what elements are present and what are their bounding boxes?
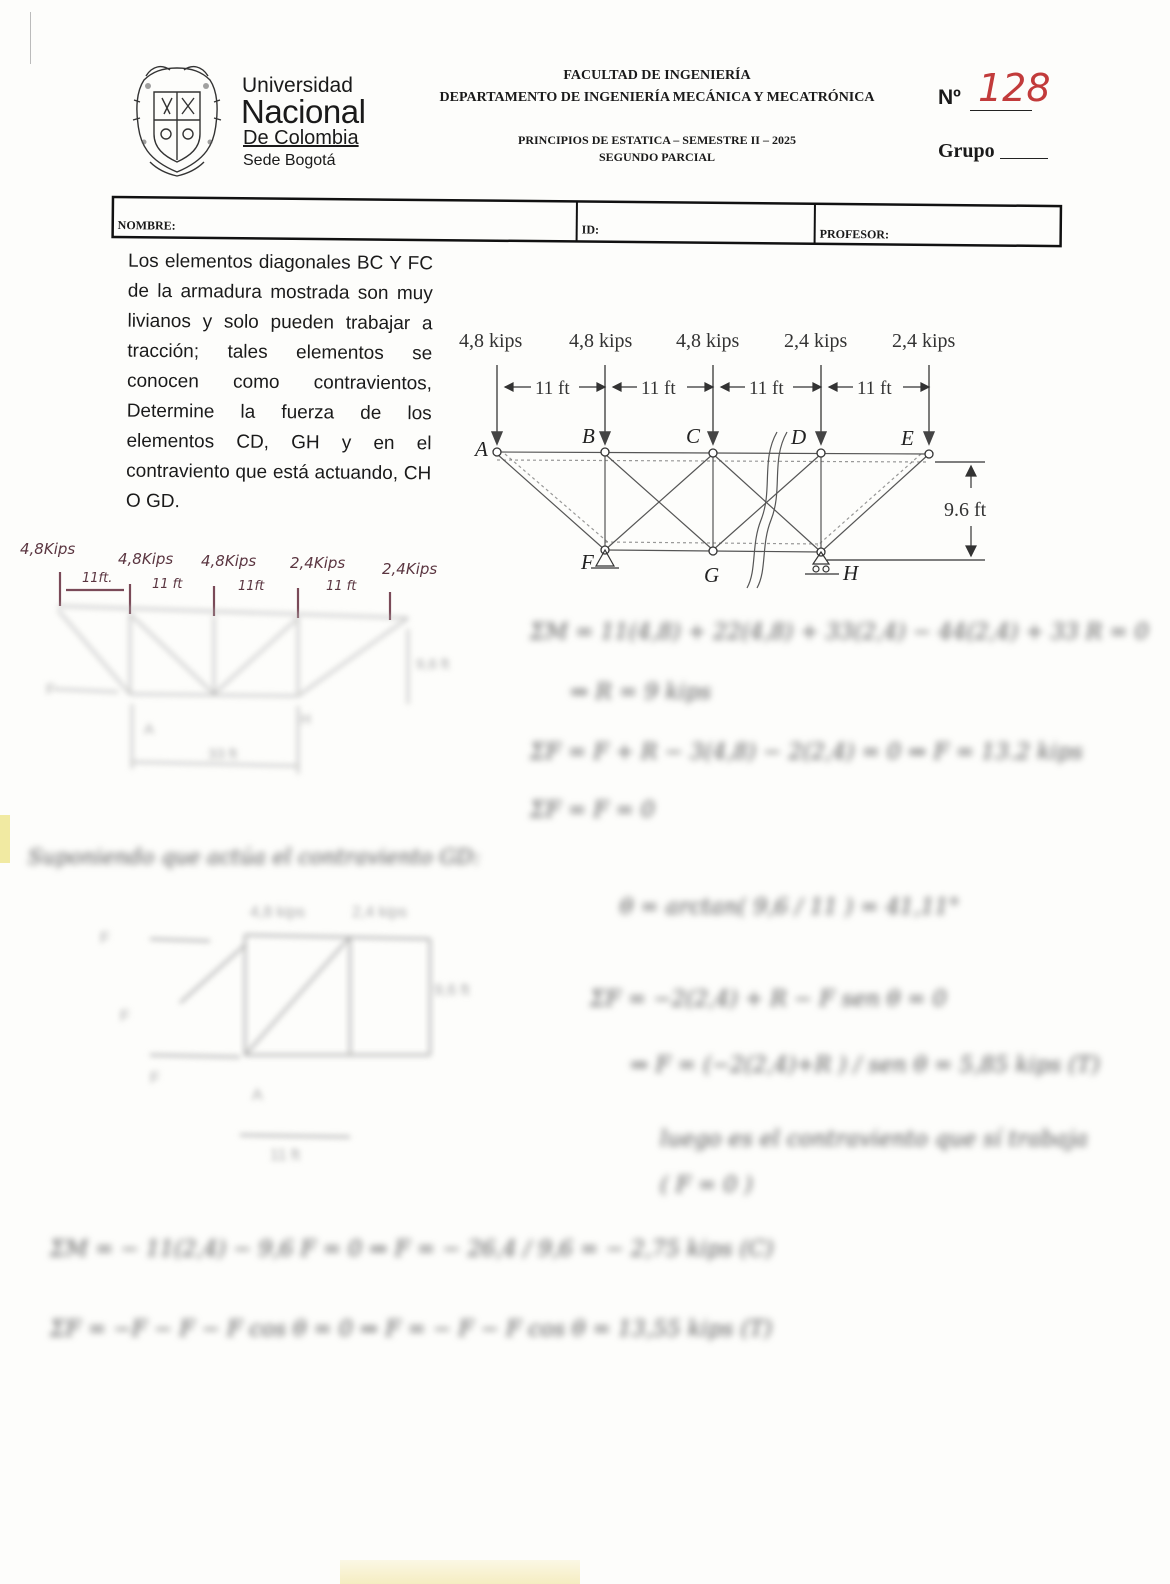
- university-crest-logo: [132, 62, 222, 178]
- handwritten-free-body-sketch: [18, 534, 478, 784]
- load-label-e: 2,4 kips: [892, 330, 956, 352]
- svg-text:F: F: [46, 681, 56, 698]
- sketch-load-5: 2,4Kips: [382, 560, 438, 578]
- sketch-span-3: 11ft: [238, 579, 265, 594]
- university-name-line3: De Colombia: [243, 127, 359, 149]
- svg-text:4,8 kips: 4,8 kips: [250, 904, 306, 921]
- professor-field[interactable]: PROFESOR:: [819, 226, 890, 242]
- handwritten-equations-bottom: ΣM = − 11(2,4) − 9,6 F = 0 ⇒ F = − 26,4 / 9,6 = − 2,75 kips (C) ΣF = −F − F − F cos θ = 0 ⇒ F = − F − F cos θ = 13,55 kips (T): [50, 1237, 774, 1342]
- problem-statement: Los elementos diagonales BC Y FC de la armadura mostrada son muy livianos y solo pueden trabajar a tracción; tales elementos se conocen como contravientos, Determine la fuerza de los elementos CD, GH y en el contraviento que está actuando, CH O GD.: [125, 250, 434, 513]
- group-field[interactable]: [1000, 158, 1048, 159]
- sketch-load-1: 4,8Kips: [20, 540, 76, 558]
- svg-text:F: F: [150, 1070, 160, 1087]
- svg-text:11 ft: 11 ft: [270, 1147, 300, 1164]
- handwritten-subtitle: Suponiendo que actúa el contraviento GD:: [28, 845, 481, 869]
- span-label-1: 11 ft: [535, 378, 570, 399]
- node-b-label: B: [582, 424, 595, 448]
- node-d-label: D: [791, 425, 807, 449]
- department-title: DEPARTAMENTO DE INGENIERÍA MECÁNICA Y MECATRÓNICA: [439, 90, 875, 105]
- id-field[interactable]: ID:: [581, 222, 600, 237]
- exam-title: SEGUNDO PARCIAL: [598, 150, 716, 164]
- sketch-load-3: 4,8Kips: [201, 552, 257, 570]
- handwritten-section-sketch: [30, 835, 500, 1165]
- handwritten-equations-top: ΣM = 11(4,8) + 22(4,8) + 33(2,4) − 44(2,4) + 33 R = 0 ⇒ R = 9 kips ΣF = F + R − 3(4,8) − 2(2,4) = 0 ⇒ F = 13.2 kips ΣF = F = 0: [530, 620, 1149, 823]
- span-label-3: 11 ft: [749, 378, 784, 399]
- svg-text:A: A: [252, 1087, 263, 1104]
- svg-text:A: A: [144, 721, 155, 738]
- node-e-label: E: [901, 426, 914, 450]
- load-label-a: 4,8 kips: [459, 330, 523, 352]
- svg-text:9,6 ft: 9,6 ft: [434, 982, 470, 999]
- paper-stain-bottom: [340, 1560, 580, 1584]
- svg-text:H: H: [300, 711, 311, 728]
- scan-mark: [30, 12, 35, 64]
- university-name-line1: Universidad: [242, 74, 353, 97]
- sketch-span-2: 11 ft: [152, 577, 183, 592]
- span-label-2: 11 ft: [641, 378, 676, 399]
- node-g-label: G: [704, 563, 720, 587]
- svg-text:F: F: [100, 930, 110, 947]
- node-f-label: F: [581, 550, 594, 574]
- number-underline: [970, 110, 1032, 111]
- truss-figure: [455, 320, 987, 590]
- load-label-d: 2,4 kips: [784, 330, 848, 352]
- node-c-label: C: [686, 424, 701, 448]
- course-title: PRINCIPIOS DE ESTATICA – SEMESTRE II – 2025: [518, 133, 796, 147]
- svg-text:F: F: [120, 1008, 130, 1025]
- group-label: Grupo: [938, 140, 995, 162]
- load-label-c: 4,8 kips: [676, 330, 740, 352]
- paper-stain: [0, 815, 10, 863]
- exam-number-label: Nº: [938, 86, 961, 109]
- sketch-span-1: 11ft.: [82, 571, 113, 586]
- span-label-4: 11 ft: [857, 378, 892, 399]
- sketch-load-2: 4,8Kips: [118, 550, 174, 568]
- university-campus: Sede Bogotá: [243, 152, 336, 169]
- node-a-label: A: [475, 437, 488, 461]
- handwritten-equations-middle: θ = arctan( 9,6 / 11 ) = 41,11° ΣF = −2(2,4) + R − F sen θ = 0 ⇒ F = (−2(2,4)+R ) / sen θ = 5,85 kips (T) luego es el contraviento que sí trabaja ( F = 0 ): [590, 895, 1100, 1198]
- node-h-label: H: [843, 561, 859, 585]
- sketch-load-4: 2,4Kips: [290, 554, 346, 572]
- name-field[interactable]: NOMBRE:: [117, 218, 176, 233]
- svg-text:2,4 kips: 2,4 kips: [352, 904, 408, 921]
- faculty-title: FACULTAD DE INGENIERÍA: [563, 68, 751, 83]
- sketch-span-4: 11 ft: [326, 579, 357, 594]
- exam-number-value: 128: [978, 66, 1051, 110]
- load-label-b: 4,8 kips: [569, 330, 633, 352]
- svg-text:9,6 ft: 9,6 ft: [416, 656, 450, 673]
- university-name-line2: Nacional: [241, 93, 366, 130]
- height-label: 9.6 ft: [944, 499, 987, 521]
- svg-text:33 ft: 33 ft: [208, 746, 238, 763]
